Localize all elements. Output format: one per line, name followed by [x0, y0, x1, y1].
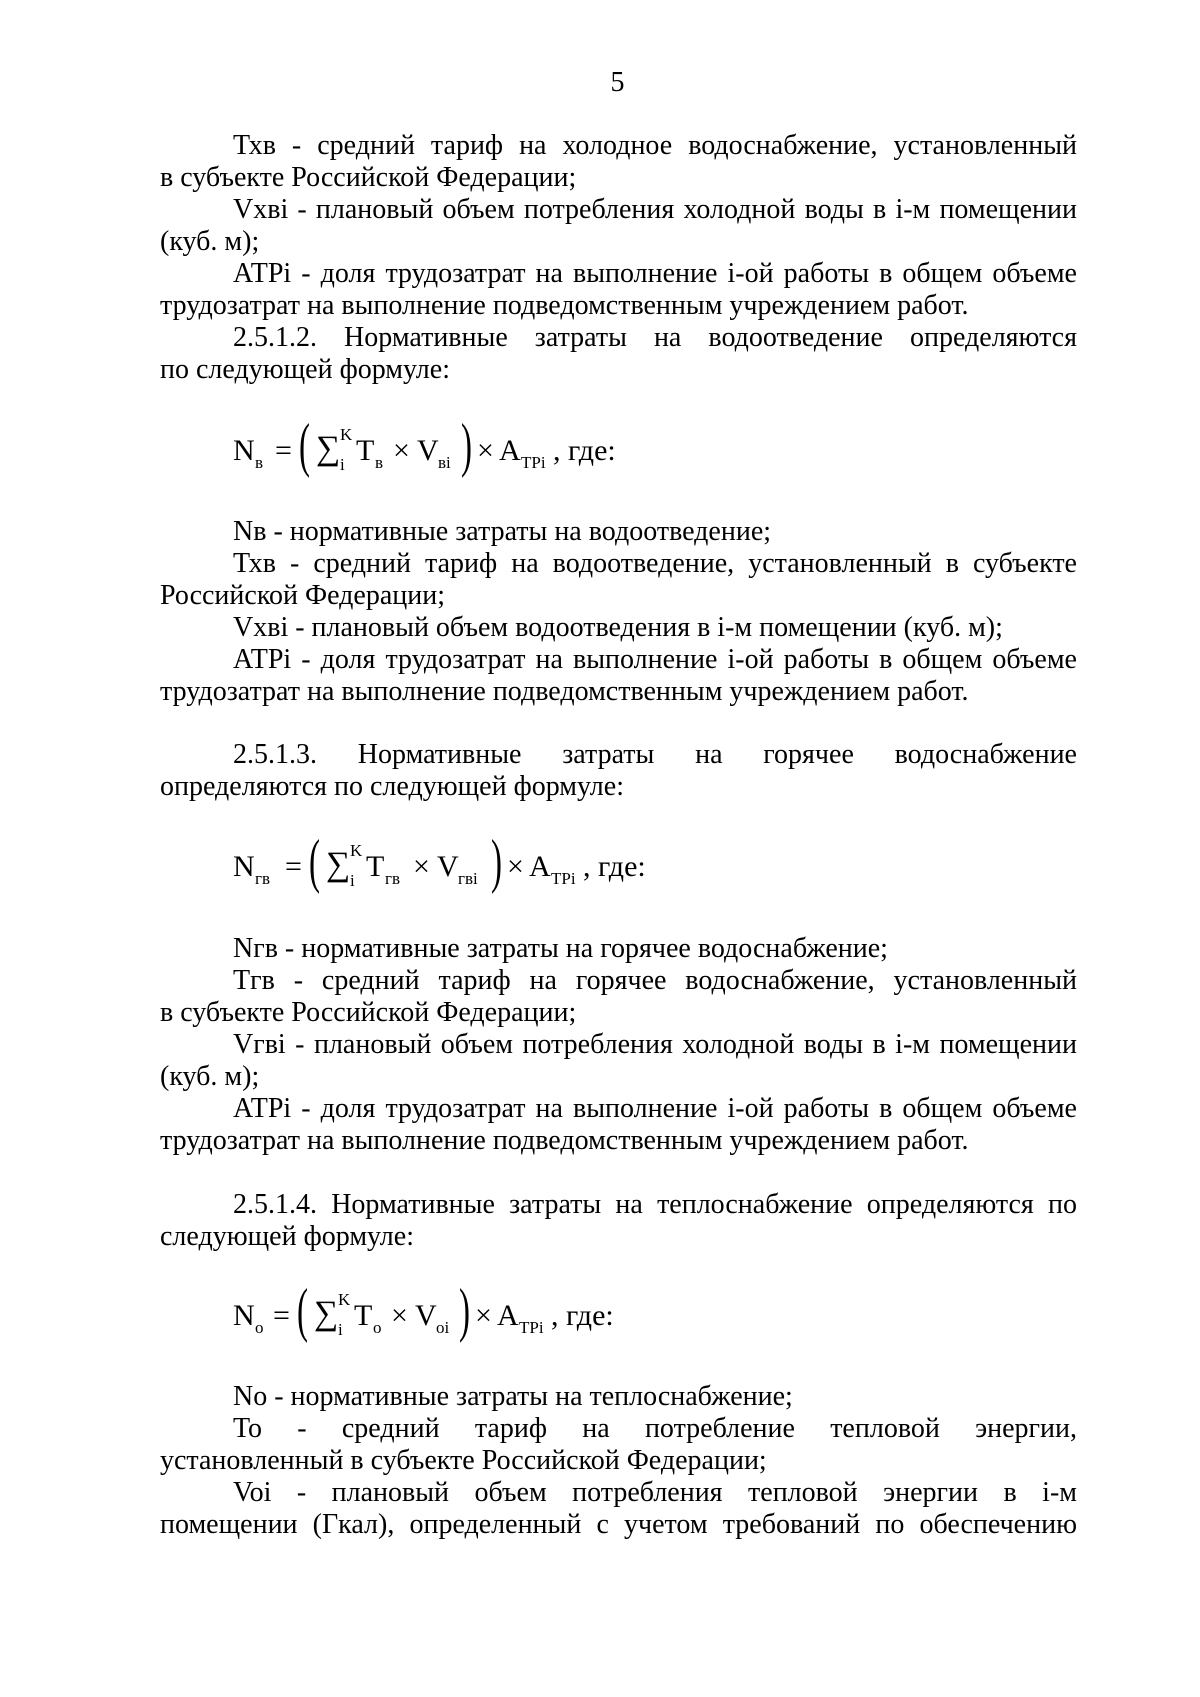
text-line: (куб. м);	[160, 226, 260, 257]
text-line: Тхв - средний тариф на холодное водоснабжение, установленный	[233, 130, 1077, 161]
section-heading-2514: 2.5.1.4. Нормативные затраты на теплоснабжение определяются по	[233, 1189, 1077, 1220]
text-line: Vгвi - плановый объем потребления холодной воды в i-м помещении	[233, 1029, 1077, 1060]
text-line: по следующей формуле:	[160, 354, 450, 385]
text-line: Nв - нормативные затраты на водоотведение;	[233, 516, 772, 547]
formula-subscript: гв	[385, 869, 400, 888]
formula-symbol: ×	[413, 850, 430, 883]
text-line: Vхвi - плановый объем потребления холодной воды в i-м помещении	[233, 194, 1077, 225]
formula-subscript: TPi	[551, 869, 576, 888]
formula-symbol: N	[233, 850, 255, 883]
formula-symbol: A	[529, 850, 551, 883]
text-line: Voi - плановый объем потребления тепловой энергии в i-м	[233, 1477, 1077, 1508]
section-heading-2512: 2.5.1.2. Нормативные затраты на водоотведение определяются	[233, 322, 1077, 353]
text-line: определяются по следующей формуле:	[160, 771, 624, 802]
text-line: установленный в субъекте Российской Федерации;	[160, 1445, 767, 1476]
sum-icon: ∑	[326, 846, 351, 883]
text-line: следующей формуле:	[160, 1221, 414, 1252]
formula-symbol: T	[356, 434, 375, 467]
formula-tail: , где:	[583, 850, 646, 883]
text-line: трудозатрат на выполнение подведомственным учреждением работ.	[160, 1125, 969, 1156]
text-line: Тхв - средний тариф на водоотведение, установленный в субъекте	[233, 548, 1077, 579]
formula-symbol: V	[415, 1299, 437, 1332]
text-line: АТРi - доля трудозатрат на выполнение i-ой работы в общем объеме	[233, 1093, 1077, 1124]
formula-subscript: вi	[438, 453, 451, 472]
formula-symbol: ×	[475, 1299, 492, 1332]
section-heading-2513: 2.5.1.3. Нормативные затраты на горячее водоснабжение	[233, 739, 1077, 770]
open-paren: (	[309, 828, 320, 894]
open-paren: (	[299, 412, 310, 478]
formula-subscript: o	[255, 1318, 264, 1337]
formula-symbol: N	[233, 434, 255, 467]
close-paren: )	[459, 1277, 470, 1343]
text-line: трудозатрат на выполнение подведомственным учреждением работ.	[160, 676, 969, 707]
formula-symbol: =	[285, 850, 302, 883]
text-line: Российской Федерации;	[160, 580, 446, 611]
formula-symbol: =	[273, 1299, 290, 1332]
formula-symbol: =	[275, 434, 292, 467]
formula-subscript: i	[350, 871, 355, 890]
formula-subscript: в	[255, 453, 264, 472]
formula-symbol: V	[417, 434, 439, 467]
text-line: Тгв - средний тариф на горячее водоснабжение, установленный	[233, 965, 1077, 996]
sum-icon: ∑	[314, 1295, 339, 1332]
text-line: помещении (Гкал), определенный с учетом требований по обеспечению	[160, 1509, 1077, 1540]
sum-icon: ∑	[316, 430, 341, 467]
formula-symbol: ×	[391, 1299, 408, 1332]
formula-subscript: в	[375, 453, 384, 472]
text-line: в субъекте Российской Федерации;	[160, 997, 577, 1028]
formula-symbol: V	[437, 850, 459, 883]
formula-subscript: гвi	[458, 869, 478, 888]
formula-symbol: A	[497, 1299, 519, 1332]
formula-symbol: T	[366, 850, 385, 883]
text-line: Nгв - нормативные затраты на горячее водоснабжение;	[233, 933, 888, 964]
text-line: АТРi - доля трудозатрат на выполнение i-ой работы в общем объеме	[233, 258, 1077, 289]
formula-subscript: i	[338, 1320, 343, 1339]
formula-subscript: TPi	[521, 453, 546, 472]
formula-symbol: ×	[507, 850, 524, 883]
close-paren: )	[461, 412, 472, 478]
formula-symbol: ×	[393, 434, 410, 467]
formula-subscript: i	[340, 455, 345, 474]
formula-tail: , где:	[551, 1299, 614, 1332]
text-line: АТРi - доля трудозатрат на выполнение i-ой работы в общем объеме	[233, 644, 1077, 675]
formula-symbol: T	[354, 1299, 373, 1332]
text-line: То - средний тариф на потребление тепловой энергии,	[233, 1413, 1077, 1444]
formula-subscript: oi	[436, 1318, 450, 1337]
formula-symbol: N	[233, 1299, 255, 1332]
open-paren: (	[297, 1277, 308, 1343]
formula-subscript: o	[373, 1318, 382, 1337]
page-number: 5	[610, 67, 625, 98]
formula-subscript: TPi	[519, 1318, 544, 1337]
formula-subscript: гв	[255, 869, 270, 888]
text-line: трудозатрат на выполнение подведомственным учреждением работ.	[160, 290, 969, 321]
formula-symbol: ×	[477, 434, 494, 467]
text-line: в субъекте Российской Федерации;	[160, 162, 577, 193]
formula-superscript: K	[340, 425, 353, 444]
text-line: Vхвi - плановый объем водоотведения в i-м помещении (куб. м);	[233, 612, 1003, 643]
formula-tail: , где:	[553, 434, 616, 467]
formula-superscript: K	[350, 841, 363, 860]
close-paren: )	[491, 828, 502, 894]
formula-symbol: A	[499, 434, 521, 467]
text-line: No - нормативные затраты на теплоснабжение;	[233, 1381, 793, 1412]
formula-superscript: K	[338, 1290, 351, 1309]
text-line: (куб. м);	[160, 1061, 260, 1092]
